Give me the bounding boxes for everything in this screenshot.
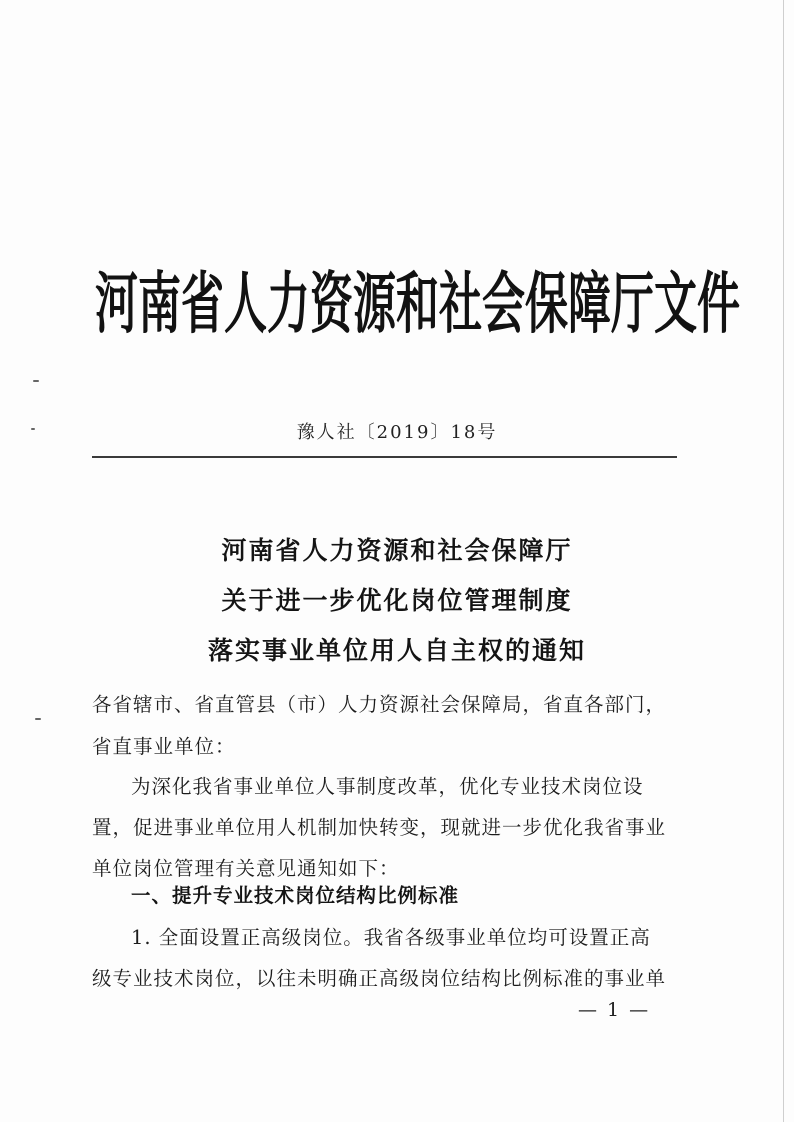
section-heading-1: 一、提升专业技术岗位结构比例标准 xyxy=(131,884,460,907)
item-1-line-2: 级专业技术岗位，以往未明确正高级岗位结构比例标准的事业单 xyxy=(92,967,667,990)
addressee-line-2: 省直事业单位： xyxy=(92,735,236,758)
scan-speck xyxy=(35,718,41,720)
document-number: 豫人社〔2019〕18号 xyxy=(296,422,498,443)
notice-title-line-1: 河南省人力资源和社会保障厅 xyxy=(221,536,573,565)
header-divider xyxy=(92,456,677,458)
item-1-line-1: 1. 全面设置正高级岗位。我省各级事业单位均可设置正高 xyxy=(131,926,651,949)
addressee-line-1: 各省辖市、省直管县（市）人力资源社会保障局，省直各部门， xyxy=(92,693,667,716)
intro-paragraph-line-2: 置，促进事业单位用人机制加快转变，现就进一步优化我省事业 xyxy=(92,816,667,839)
scan-speck xyxy=(33,380,39,382)
page-number: — 1 — xyxy=(578,999,651,1021)
intro-paragraph-line-3: 单位岗位管理有关意见通知如下： xyxy=(92,857,400,880)
notice-title-line-2: 关于进一步优化岗位管理制度 xyxy=(221,586,573,615)
notice-title-line-3: 落实事业单位用人自主权的通知 xyxy=(207,636,586,665)
intro-paragraph-line-1: 为深化我省事业单位人事制度改革，优化专业技术岗位设 xyxy=(131,775,644,798)
letterhead-title: 河南省人力资源和社会保障厅文件 xyxy=(95,265,740,344)
